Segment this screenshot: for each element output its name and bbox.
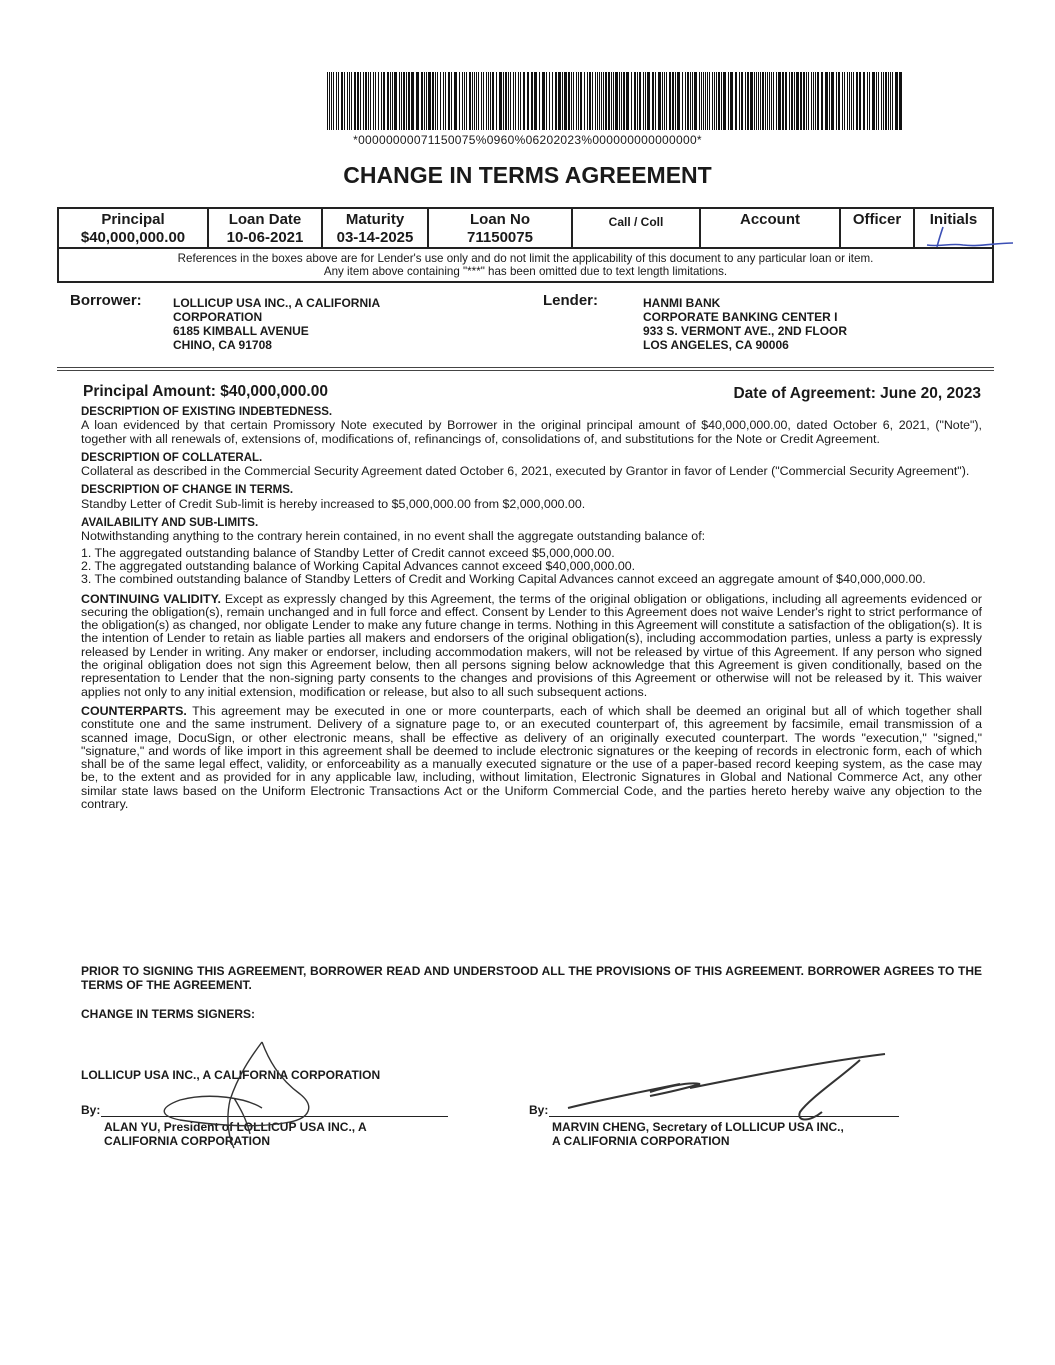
- barcode-bar: [403, 72, 405, 130]
- barcode-bar: [375, 72, 376, 130]
- principal-label: Principal: [101, 211, 165, 228]
- borrower-street: 6185 KIMBALL AVENUE: [173, 324, 309, 338]
- barcode-bar: [513, 72, 514, 130]
- barcode-bar: [443, 72, 444, 130]
- borrower-label: Borrower:: [70, 292, 142, 309]
- barcode-bar: [576, 72, 577, 130]
- continuing-validity-section: [81, 593, 982, 699]
- signer-1-line-2: CALIFORNIA CORPORATION: [104, 1134, 270, 1148]
- barcode-bar: [558, 72, 561, 130]
- barcode-bar: [580, 72, 582, 130]
- loan-date-value: 10-06-2021: [226, 229, 304, 246]
- barcode-bar: [619, 72, 620, 130]
- barcode-bar: [605, 72, 607, 130]
- signature-alan-yu: [150, 1038, 330, 1158]
- barcode-bar: [709, 72, 710, 130]
- barcode-bar: [368, 72, 369, 130]
- call-coll-label: Call / Coll: [608, 215, 664, 229]
- barcode-bar: [745, 72, 746, 130]
- barcode-bar: [589, 72, 591, 130]
- barcode-bar: [789, 72, 790, 130]
- barcode-bar: [448, 72, 450, 130]
- barcode-bar: [821, 72, 823, 130]
- barcode-bar: [806, 72, 807, 130]
- barcode-bar: [428, 72, 431, 130]
- barcode-bar: [426, 72, 427, 130]
- barcode-bar: [836, 72, 837, 130]
- initials-handwriting: [921, 223, 1016, 251]
- initials-label: Initials: [929, 211, 978, 228]
- barcode-bar: [518, 72, 519, 130]
- barcode-bar: [776, 72, 777, 130]
- collateral-section: [81, 452, 982, 479]
- signers-heading: CHANGE IN TERMS SIGNERS:: [81, 1007, 256, 1021]
- barcode-bar: [595, 72, 596, 130]
- barcode-bar: [476, 72, 477, 130]
- borrower-address: [173, 296, 380, 352]
- barcode-bar: [357, 72, 359, 130]
- barcode-bar: [885, 72, 887, 130]
- barcode-bar: [327, 72, 328, 130]
- barcode-bar: [336, 72, 337, 130]
- barcode-bar: [451, 72, 452, 130]
- barcode-bar: [603, 72, 604, 130]
- barcode-bar: [349, 72, 350, 130]
- barcode-bar: [481, 72, 482, 130]
- barcode-bar: [899, 72, 902, 130]
- barcode-bar: [703, 72, 704, 130]
- barcode-bar: [341, 72, 343, 130]
- barcode-bar: [503, 72, 504, 130]
- barcode-bar: [825, 72, 828, 130]
- by-label-2: By:: [529, 1103, 549, 1117]
- barcode-bar: [555, 72, 557, 130]
- barcode-bar: [347, 72, 348, 130]
- barcode-bar: [796, 72, 799, 130]
- barcode-bar: [800, 72, 802, 130]
- barcode-bar: [677, 72, 680, 130]
- barcode-bar: [643, 72, 644, 130]
- barcode-bar: [611, 72, 612, 130]
- officer-label: Officer: [852, 211, 902, 228]
- signer-2-line-1: MARVIN CHENG, Secretary of LOLLICUP USA INC.,: [552, 1120, 844, 1134]
- barcode-bar: [817, 72, 819, 130]
- barcode-bar: [769, 72, 770, 130]
- list-item: 1. The aggregated outstanding balance of Standby Letter of Credit cannot exceed $5,000,000.00.: [81, 545, 615, 560]
- barcode-bar: [621, 72, 622, 130]
- barcode-bar: [692, 72, 693, 130]
- barcode-bar: [437, 72, 438, 130]
- barcode-bar: [694, 72, 697, 130]
- barcode-bar: [847, 72, 848, 130]
- barcode-bar: [771, 72, 772, 130]
- barcode-bar: [601, 72, 602, 130]
- barcode-bar: [573, 72, 574, 130]
- barcode-bar: [863, 72, 865, 130]
- loan-no-value: 71150075: [467, 229, 533, 246]
- barcode-bar: [853, 72, 854, 130]
- barcode-bar: [508, 72, 509, 130]
- barcode-bar: [459, 72, 460, 130]
- barcode-bar: [895, 72, 898, 130]
- barcode-bar: [387, 72, 389, 130]
- borrower-city: CHINO, CA 91708: [173, 338, 272, 352]
- barcode-bar: [892, 72, 893, 130]
- signer-1-line-1: ALAN YU, President of LOLLICUP USA INC., A: [104, 1120, 367, 1134]
- barcode-bar: [615, 72, 618, 130]
- barcode-bar: [392, 72, 393, 130]
- existing-indebtedness-heading: DESCRIPTION OF EXISTING INDEBTEDNESS.: [81, 406, 333, 418]
- principal-cell: [58, 208, 208, 248]
- barcode-bar: [778, 72, 781, 130]
- maturity-label: Maturity: [345, 211, 405, 228]
- barcode-bar: [531, 72, 533, 130]
- barcode-bar: [872, 72, 875, 130]
- barcode-bar: [637, 72, 638, 130]
- barcode-bar: [838, 72, 840, 130]
- barcode-bar: [829, 72, 830, 130]
- barcode-bar: [844, 72, 845, 130]
- barcode-bar: [478, 72, 479, 130]
- barcode-bar: [888, 72, 889, 130]
- barcode-bar: [510, 72, 511, 130]
- barcode-bar: [360, 72, 361, 130]
- change-in-terms-section: [81, 484, 982, 511]
- barcode-bar: [666, 72, 667, 130]
- barcode-bar: [728, 72, 729, 130]
- list-item: 3. The combined outstanding balance of Standby Letters of Credit and Working Capital Advances cannot exceed an aggregate amount of $40,000,000.00.: [81, 572, 926, 587]
- barcode-bar: [758, 72, 759, 130]
- barcode-bar: [675, 72, 676, 130]
- barcode-bar: [534, 72, 537, 130]
- barcode-bar: [390, 72, 391, 130]
- barcode-bar: [685, 72, 686, 130]
- barcode-bar: [747, 72, 749, 130]
- barcode-bar: [515, 72, 516, 130]
- barcode-bar: [406, 72, 407, 130]
- barcode-text: *00000000071150075%0960%06202023%000000000000000*: [353, 133, 702, 147]
- barcode-bar: [378, 72, 379, 130]
- barcode-bar: [645, 72, 646, 130]
- barcode-bar: [564, 72, 567, 130]
- barcode-bar: [416, 72, 419, 130]
- barcode-bar: [472, 72, 473, 130]
- barcode-bar: [421, 72, 423, 130]
- collateral-heading: DESCRIPTION OF COLLATERAL.: [81, 451, 263, 464]
- barcode-bar: [469, 72, 471, 130]
- barcode-bar: [890, 72, 891, 130]
- change-in-terms-text: Standby Letter of Credit Sub-limit is hereby increased to $5,000,000.00 from $2,000,000.00.: [81, 496, 586, 511]
- barcode-bar: [634, 72, 636, 130]
- barcode-bar: [741, 72, 743, 130]
- barcode-bar: [623, 72, 625, 130]
- by-label-1: By:: [81, 1103, 101, 1117]
- barcode-bar: [587, 72, 588, 130]
- barcode-bar: [631, 72, 632, 130]
- barcode-bar: [578, 72, 579, 130]
- barcode-bar: [445, 72, 446, 130]
- barcode-bar: [464, 72, 465, 130]
- lender-city: LOS ANGELES, CA 90006: [643, 338, 789, 352]
- barcode-bar: [523, 72, 525, 130]
- agreement-body: [81, 406, 982, 817]
- barcode-bar: [782, 72, 784, 130]
- barcode-bar: [756, 72, 757, 130]
- barcode-bar: [408, 72, 410, 130]
- references-line-2: Any item above containing "***" has been omitted due to text length limitations.: [323, 265, 728, 278]
- barcode-bar: [754, 72, 755, 130]
- barcode-bar: [750, 72, 753, 130]
- barcode-bar: [701, 72, 702, 130]
- barcode-bar: [723, 72, 726, 130]
- barcode-bar: [721, 72, 722, 130]
- divider: [57, 367, 994, 368]
- change-in-terms-heading: DESCRIPTION OF CHANGE IN TERMS.: [81, 484, 294, 497]
- barcode-bar: [639, 72, 641, 130]
- barcode-bar: [539, 72, 540, 130]
- barcode-bar: [399, 72, 400, 130]
- continuing-validity-heading: CONTINUING VALIDITY.: [81, 591, 221, 606]
- borrower-name-cont: CORPORATION: [173, 310, 263, 324]
- barcode-bar: [552, 72, 553, 130]
- barcode-bar: [714, 72, 715, 130]
- availability-section: [81, 517, 982, 544]
- barcode-bar: [549, 72, 550, 130]
- barcode-bar: [705, 72, 706, 130]
- date-of-agreement: Date of Agreement: June 20, 2023: [733, 385, 981, 402]
- barcode-bar: [808, 72, 809, 130]
- barcode-bar: [411, 72, 414, 130]
- barcode-bar: [690, 72, 691, 130]
- barcode-bar: [767, 72, 768, 130]
- barcode-bar: [765, 72, 766, 130]
- barcode-bar: [331, 72, 332, 130]
- barcode-bar: [363, 72, 364, 130]
- borrower-name: LOLLICUP USA INC., A CALIFORNIA: [173, 296, 381, 310]
- barcode-bar: [365, 72, 367, 130]
- barcode-bar: [562, 72, 563, 130]
- list-item: 2. The aggregated outstanding balance of Working Capital Advances cannot exceed $40,000,000.00.: [81, 558, 636, 573]
- availability-heading: AVAILABILITY AND SUB-LIMITS.: [81, 517, 259, 530]
- signer-company: LOLLICUP USA INC., A CALIFORNIA CORPORATION: [81, 1068, 381, 1082]
- barcode-bar: [716, 72, 717, 130]
- barcode-bar: [599, 72, 600, 130]
- barcode-bar: [626, 72, 629, 130]
- barcode-bar: [881, 72, 882, 130]
- barcode-bar: [707, 72, 708, 130]
- loan-date-label: Loan Date: [228, 211, 302, 228]
- maturity-cell: [322, 208, 428, 248]
- lender-address: [643, 296, 847, 352]
- barcode-bar: [664, 72, 665, 130]
- barcode-bar: [546, 72, 547, 130]
- principal-amount: Principal Amount: $40,000,000.00: [83, 383, 328, 400]
- barcode-bar: [773, 72, 774, 130]
- barcode-bar: [435, 72, 436, 130]
- barcode-bar: [381, 72, 382, 130]
- barcode-bar: [883, 72, 884, 130]
- barcode-bar: [474, 72, 475, 130]
- lender-name: HANMI BANK: [643, 296, 721, 310]
- lender-branch: CORPORATE BANKING CENTER I: [643, 310, 838, 324]
- barcode-bar: [859, 72, 861, 130]
- barcode-bar: [354, 72, 356, 130]
- availability-text: Notwithstanding anything to the contrary herein contained, in no event shall the aggregate outstanding balance of:: [81, 529, 706, 544]
- account-label: Account: [740, 211, 800, 228]
- barcode-bar: [867, 72, 868, 130]
- barcode-bar: [739, 72, 740, 130]
- counterparts-text: This agreement may be executed in one or more counterparts, each of which shall be deemed an original but all of which together shall constitute one and the same instrument. Delivery of a signature page to, or an executed counterpart of, this agreement by facsimile, email transmission of a scanned image, DocuSign, or other electronic means, shall be effective as delivery of an originally executed counterpart. The words "execution," "signed," "signature," and words of like import in this agreement shall be deemed to include electronic signatures or the keeping of records in electronic form, each of which shall be of the same legal effect, validity, or enforceability as a manually executed signature or the use of a paper-based record keeping system, as the case may be, to the extent and as provided for in any applicable law, including, without limitation, Electronic Signatures in Global and National Commerce Act, any other similar state laws based on the Uniform Electronic Transactions Act or the Uniform Commercial Code, and the parties hereto hereby waive any objection to the contrary.: [81, 703, 983, 812]
- barcode-bar: [856, 72, 858, 130]
- barcode-bar: [383, 72, 385, 130]
- barcode-bar: [542, 72, 545, 130]
- barcode-bar: [568, 72, 570, 130]
- page-title: CHANGE IN TERMS AGREEMENT: [343, 162, 712, 188]
- references-line-1: References in the boxes above are for Lender's use only and do not limit the applicability of this document to any particular loan or item.: [177, 252, 874, 265]
- barcode-bar: [662, 72, 663, 130]
- barcode-bar: [655, 72, 656, 130]
- barcode-bar: [803, 72, 805, 130]
- barcode-bar: [401, 72, 402, 130]
- barcode-bar: [496, 72, 497, 130]
- barcode-bar: [440, 72, 441, 130]
- barcode-bar: [669, 72, 671, 130]
- barcode-bar: [760, 72, 761, 130]
- barcode-bar: [712, 72, 713, 130]
- barcode-bar: [499, 72, 502, 130]
- barcode-bar: [813, 72, 814, 130]
- barcode-bar: [571, 72, 572, 130]
- prior-signing-notice: PRIOR TO SIGNING THIS AGREEMENT, BORROWER READ AND UNDERSTOOD ALL THE PROVISIONS OF THIS AGREEMENT. BORROWER AGREES TO THE TERMS OF THE AGREEMENT.: [81, 964, 982, 992]
- barcode-bar: [658, 72, 661, 130]
- barcode-bar: [527, 72, 529, 130]
- loan-no-label: Loan No: [470, 211, 530, 228]
- barcode-bar: [454, 72, 457, 130]
- barcode-bar: [608, 72, 610, 130]
- loan-terms-table: [57, 207, 994, 283]
- barcode-bar: [831, 72, 834, 130]
- counterparts-heading: COUNTERPARTS.: [81, 703, 187, 718]
- barcode-bar: [851, 72, 852, 130]
- signature-marvin-cheng: [560, 1048, 900, 1128]
- barcode-bar: [592, 72, 593, 130]
- barcode-bar: [672, 72, 674, 130]
- barcode-bar: [490, 72, 491, 130]
- barcode-bar: [878, 72, 879, 130]
- barcode-bar: [613, 72, 614, 130]
- barcode-bar: [333, 72, 334, 130]
- barcode-bar: [584, 72, 585, 130]
- barcode-bar: [370, 72, 371, 130]
- call-coll-cell: [572, 208, 700, 248]
- counterparts-section: [81, 705, 982, 811]
- barcode-bar: [351, 72, 352, 130]
- barcode-bar: [815, 72, 816, 130]
- collateral-text: Collateral as described in the Commercial Security Agreement dated October 6, 2021, executed by Grantor in favor of Lender ("Commercial Security Agreement").: [81, 464, 970, 479]
- barcode-bar: [344, 72, 345, 130]
- loan-date-cell: [208, 208, 322, 248]
- barcode-bar: [730, 72, 733, 130]
- initials-cell: [914, 208, 993, 248]
- divider: [57, 370, 994, 371]
- barcode-bar: [735, 72, 737, 130]
- barcode-bar: [394, 72, 397, 130]
- barcode-bar: [432, 72, 434, 130]
- existing-indebtedness-text: A loan evidenced by that certain Promissory Note executed by Borrower in the original principal amount of $40,000,000.00, dated October 6, 2021, ("Note"), together with all renewals of, extensions of, modifications of, refinancings of, consolidations of, and substitutions for the Note or Credit Agreement.: [81, 418, 982, 446]
- principal-value: $40,000,000.00: [80, 229, 186, 246]
- barcode-bar: [762, 72, 764, 130]
- barcode-bar: [488, 72, 489, 130]
- loan-no-cell: [428, 208, 572, 248]
- barcode-bar: [424, 72, 425, 130]
- barcode-bar: [791, 72, 793, 130]
- existing-indebtedness-section: [81, 406, 982, 446]
- references-note: [58, 248, 993, 282]
- lender-label: Lender:: [543, 292, 599, 309]
- barcode-bar: [329, 72, 330, 130]
- barcode-bar: [483, 72, 484, 130]
- barcode-bar: [811, 72, 812, 130]
- barcode-bar: [597, 72, 598, 130]
- barcode-bar: [682, 72, 683, 130]
- barcode: [327, 72, 902, 130]
- barcode-bar: [876, 72, 877, 130]
- barcode-bar: [373, 72, 374, 130]
- barcode-bar: [486, 72, 487, 130]
- barcode-bar: [699, 72, 700, 130]
- maturity-value: 03-14-2025: [336, 229, 414, 246]
- barcode-bar: [520, 72, 521, 130]
- barcode-bar: [505, 72, 507, 130]
- barcode-bar: [462, 72, 463, 130]
- sub-limits-list: [81, 547, 982, 587]
- lender-street: 933 S. VERMONT AVE., 2ND FLOOR: [643, 324, 848, 338]
- barcode-bar: [647, 72, 650, 130]
- barcode-bar: [842, 72, 843, 130]
- barcode-bar: [687, 72, 689, 130]
- barcode-bar: [338, 72, 339, 130]
- barcode-bar: [652, 72, 654, 130]
- barcode-bar: [869, 72, 870, 130]
- officer-cell: [840, 208, 914, 248]
- account-cell: [700, 208, 840, 248]
- barcode-bar: [785, 72, 787, 130]
- signer-2-line-2: A CALIFORNIA CORPORATION: [552, 1134, 730, 1148]
- continuing-validity-text: Except as expressly changed by this Agreement, the terms of the original obligation or obligations, including all agreements evidenced or securing the obligation(s), remain unchanged and in full force and effect. Consent by Lender to this Agreement does not waive Lender's right to strict performance of the obligation(s) as changed, nor obligate Lender to make any future change in terms. Nothing in this Agreement will constitute a satisfaction of the obligation(s). It is the intention of Lender to retain as liable parties all makers and endorsers of the original obligation(s), including accommodation parties, unless a party is expressly released by Lender in writing. Any maker or endorser, including accommodation makers, will not be released by virtue of this Agreement. If any person who signed the original obligation does not sign this Agreement below, then all persons signing below acknowledge that this Agreement is given conditionally, based on the representation to Lender that the non-signing party consents to the changes and provisions of this Agreement or otherwise will not be released by it. This waiver applies not only to any initial extension, modification or release, but also to all such subsequent actions.: [81, 591, 982, 699]
- barcode-bar: [849, 72, 850, 130]
- barcode-bar: [492, 72, 494, 130]
- barcode-bar: [718, 72, 720, 130]
- barcode-bar: [466, 72, 467, 130]
- barcode-bar: [794, 72, 795, 130]
